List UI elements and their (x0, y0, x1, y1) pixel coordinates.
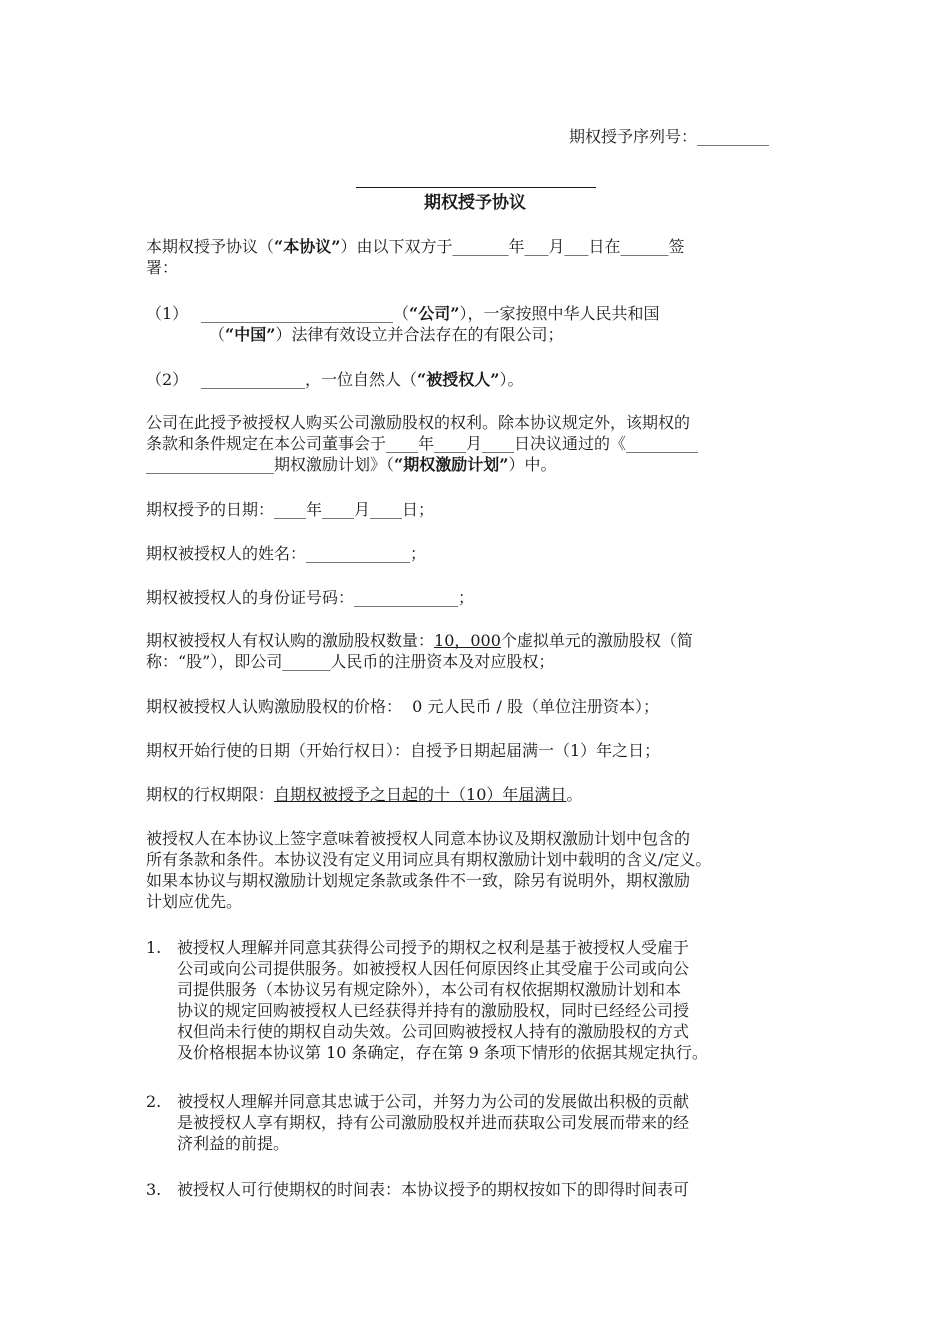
party-2-text (201, 369, 814, 390)
field-exercise-start: 期权开始行使的日期（开始行权日）：自授予日期起届满一（1）年之日； (146, 741, 661, 760)
grant-serial-blank: _________ (697, 127, 770, 146)
intro-term-agreement: “本协议” (274, 237, 341, 256)
grant-serial-line (569, 126, 769, 147)
item-1-line: 及价格根据本协议第 10 条确定，存在第 9 条项下情形的依据其规定执行。 (177, 1043, 708, 1062)
field-term-label: 期权的行权期限： (146, 785, 275, 804)
field-term-value: 自期权被授予之日起的十（10）年届满日 (274, 785, 567, 804)
field-exercise-term (146, 784, 814, 805)
field-price: 期权被授权人认购激励股权的价格： 0 元人民币 / 股（单位注册资本）； (146, 697, 660, 716)
party-1-term-company: “公司” (409, 304, 460, 323)
field-quantity-desc: 个虚拟单元的激励股权（简 (500, 631, 693, 650)
party-1-desc-2: ）法律有效设立并合法存在的有限公司； (275, 325, 564, 344)
party-2-desc: ，一位自然人（ (305, 370, 418, 389)
acceptance-line-1: 被授权人在本协议上签字意味着被授权人同意本协议及期权激励计划中包含的 (146, 829, 691, 848)
document-title: 期权授予协议 (424, 193, 526, 213)
item-3-text (177, 1179, 814, 1200)
grant-line-2: 条款和条件规定在本公司董事会于____年____月____日决议通过的《_________ (146, 434, 699, 453)
item-1-line: 公司或向公司提供服务。如被授权人因任何原因终止其受雇于公司或向公 (177, 959, 690, 978)
item-1-line: 被授权人理解并同意其获得公司授予的期权之权利是基于被授权人受雇于 (177, 938, 690, 957)
field-grant-date: 期权授予的日期：____年____月____日； (146, 500, 435, 519)
intro-line-1 (146, 236, 814, 257)
intro-paragraph (146, 236, 814, 278)
acceptance-line-4: 计划应优先。 (146, 892, 243, 911)
field-quantity-value: 10，000 (434, 631, 501, 650)
field-quantity (146, 630, 814, 672)
grant-line-1: 公司在此授予被授权人购买公司激励股权的权利。除本协议规定外，该期权的 (146, 413, 691, 432)
item-2-line: 被授权人理解并同意其忠诚于公司，并努力为公司的发展做出积极的贡献 (177, 1092, 690, 1111)
item-1-text (177, 937, 814, 1063)
party-2-end: ）。 (499, 370, 524, 389)
field-quantity-line-2: 称：“股”），即公司______人民币的注册资本及对应股权； (146, 652, 555, 671)
party-1-line-2 (209, 324, 814, 345)
intro-text-a: 本期权授予协议（ (146, 237, 275, 256)
intro-line-2: 署： (146, 258, 179, 277)
item-3-number: 3. (146, 1180, 162, 1199)
party-1-line-1 (201, 303, 814, 324)
field-grantee-id: 期权被授权人的身份证号码：_____________； (146, 588, 475, 607)
grant-paragraph (146, 412, 814, 475)
acceptance-line-2: 所有条款和条件。本协议没有定义用词应具有期权激励计划中载明的含义/定义。 (146, 850, 712, 869)
party-1-paren: （ (393, 304, 410, 323)
item-1-line: 司提供服务（本协议另有规定除外），本公司有权依据期权激励计划和本 (177, 980, 682, 999)
acceptance-paragraph (146, 828, 814, 912)
party-2-name-blank: _____________ (201, 370, 305, 389)
grant-term-plan: “期权激励计划” (394, 455, 509, 474)
item-2-line: 济利益的前提。 (177, 1134, 290, 1153)
grant-line-3 (146, 454, 814, 475)
party-1-company-blank: ________________________ (201, 304, 393, 323)
item-2-number: 2. (146, 1092, 162, 1111)
item-2-text (177, 1091, 814, 1154)
party-2-number: （2） (146, 370, 189, 389)
grant-serial-label: 期权授予序列号： (569, 127, 698, 146)
party-2-term-grantee: “被授权人” (417, 370, 500, 389)
acceptance-line-3: 如果本协议与期权激励计划规定条款或条件不一致，除另有说明外，期权激励 (146, 871, 691, 890)
party-1-number: （1） (146, 304, 189, 323)
item-1-line: 协议的规定回购被授权人已经获得并持有的激励股权，同时已经经公司授 (177, 1001, 690, 1020)
item-3-line: 被授权人可行使期权的时间表：本协议授予的期权按如下的即得时间表可 (177, 1180, 690, 1199)
party-1-desc: ），一家按照中华人民共和国 (459, 304, 660, 323)
field-quantity-label: 期权被授权人有权认购的激励股权数量： (146, 631, 435, 650)
party-1-paren-2: （ (209, 325, 226, 344)
item-2-line: 是被授权人享有期权，持有公司激励股权并进而获取公司发展而带来的经 (177, 1113, 690, 1132)
party-1-term-china: “中国” (225, 325, 276, 344)
intro-text-c: ）由以下双方于 (340, 237, 453, 256)
grant-end: ）中。 (508, 455, 557, 474)
field-term-end: 。 (566, 785, 583, 804)
field-grantee-name: 期权被授权人的姓名：_____________； (146, 544, 427, 563)
item-1-number: 1. (146, 938, 162, 957)
title-rule (356, 187, 596, 188)
field-quantity-line-1 (146, 630, 814, 651)
item-1-line: 权但尚未行使的期权自动失效。公司回购被授权人持有的激励股权的方式 (177, 1022, 690, 1041)
grant-plan-blank: ________________期权激励计划》（ (146, 455, 395, 474)
party-1-text (201, 303, 814, 345)
intro-date-blank: _______年___月___日在______签 (452, 237, 685, 256)
